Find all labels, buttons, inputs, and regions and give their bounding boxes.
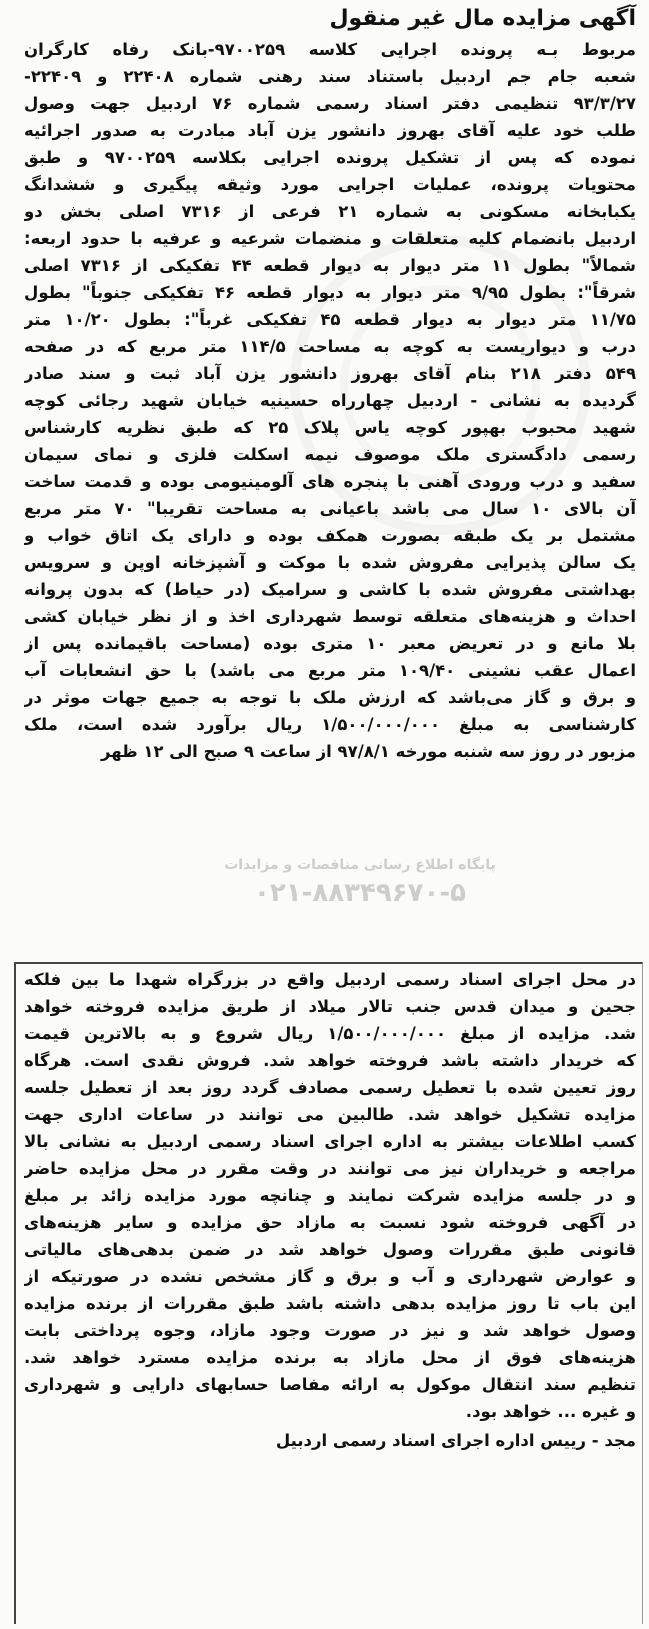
text-line: طلب خود علیه آقای بهروز دانشور یزن آباد مبادرت به صدور اجرائیه (24, 121, 636, 140)
text-line: که خریدار داشته باشد فروخته خواهد شد. فروش نقدی است. هرگاه (24, 1051, 636, 1070)
text-line: احداث و هزینه‌های متعلقه توسط شهرداری اخذ و از نظر خیابان کشی (24, 607, 636, 626)
notice-body-upper (24, 36, 636, 765)
text-line: مراجعه و خریداران نیز می توانند در وقت مقرر در محل مزایده حاضر (24, 1159, 636, 1178)
watermark-phone: ۰۲۱-۸۸۳۴۹۶۷۰-۵ (253, 878, 466, 908)
text-line: اعمال عقب نشینی ۱۰۹/۴۰ متر مربع می باشد) با حق انشعابات آب (24, 661, 636, 680)
text-line: درب و دیواریست به کوچه به مساحت ۱۱۴/۵ متر مربع که در صفحه (24, 337, 636, 356)
text-line: ۹۳/۳/۲۷ تنظیمی دفتر اسناد رسمی شماره ۷۶ اردبیل جهت وصول (24, 94, 636, 113)
notice-block-upper (24, 4, 636, 958)
notice-signature: مجد - رییس اداره اجرای اسناد رسمی اردبیل (275, 1431, 636, 1450)
text-line: یکبابخانه مسکونی به شماره ۲۱ فرعی از ۷۳۱۶ اصلی بخش دو (24, 202, 636, 221)
text-line: کسب اطلاعات بیشتر به اداره اجرای اسناد رسمی اردبیل به نشانی بالا (24, 1132, 636, 1151)
text-line: تنظیم سند انتقال موکول به ارائه مفاصا حسابهای دارایی و شهرداری (24, 1375, 636, 1394)
text-line: ۵۴۹ دفتر ۲۱۸ بنام آقای بهروز دانشور یزن آباد ثبت و سند صادر (24, 364, 636, 383)
text-line: سفید و درب ورودی آهنی با پنجره های آلومینیومی بوده و قدمت ساخت (24, 472, 636, 491)
text-line: هزینه‌های فوق از محل مازاد به برنده مزایده مسترد خواهد شد. (24, 1348, 636, 1367)
text-line: کارشناسی به مبلغ ۱/۵۰۰/۰۰۰/۰۰۰ ریال برآورد شده است، ملک (24, 715, 636, 734)
text-line: آن بالای ۱۰ سال می باشد باعیانی به مساحت تقریبا" ۷۰ متر مربع (24, 499, 636, 518)
text-line: و برق و گاز می‌باشد که ارزش ملک با توجه به جمیع جهات موثر در (24, 688, 636, 707)
text-line: جحین و میدان قدس جنب تالار میلاد از طریق مزایده فروخته خواهد (24, 997, 636, 1016)
text-line: اردبیل بانضمام کلیه متعلقات و منضمات شرعیه و عرفیه با حدود اربعه: (24, 229, 636, 248)
watermark-text: پایگاه اطلاع رسانی مناقصات و مزایدات (224, 857, 496, 873)
text-line: در محل اجرای اسناد رسمی اردبیل واقع در بزرگراه شهدا ما بین فلکه (24, 970, 636, 989)
notice-body-lower (24, 966, 636, 1425)
text-line: و غیره ... خواهد بود. (465, 1402, 636, 1421)
text-line: شهید محبوب بهپور کوچه یاس پلاک ۲۵ که طبق نظریه کارشناس (24, 418, 636, 437)
text-line: بهداشتی مفروش شده با کاشی و سرامیک (در حیاط) که بدون پروانه (24, 580, 636, 599)
text-line: مزبور در روز سه شنبه مورخه ۹۷/۸/۱ از ساعت ۹ صبح الی ۱۲ ظهر (100, 742, 636, 761)
text-line: ۱۱/۷۵ متر دیوار به دیوار قطعه ۴۵ تفکیکی غرباً": بطول ۱۰/۲۰ متر (24, 310, 636, 329)
text-line: در آگهی فروخته شود نسبت به مازاد حق مزایده و سایر هزینه‌های (24, 1213, 636, 1232)
text-line: رسمی دادگستری ملک موصوف نیمه اسکلت فلزی و نمای سیمان (24, 445, 636, 464)
text-line: بلا مانع و در تعریض معبر ۱۰ متری بوده (مساحت باقیمانده پس از (24, 634, 636, 653)
text-line: این باب تا روز مزایده بدهی داشته باشد طبق مقررات از برنده مزایده (24, 1294, 636, 1313)
text-line: شد. مزایده از مبلغ ۱/۵۰۰/۰۰۰/۰۰۰ ریال شروع و به بالاترین قیمت (24, 1024, 636, 1043)
text-line: نموده که پس از تشکیل پرونده اجرایی بکلاسه ۹۷۰۰۲۵۹ و طبق (24, 148, 636, 167)
notice-heading: آگهی مزایده مال غیر منقول (329, 6, 636, 31)
text-line: محتویات پرونده، عملیات اجرایی مورد وثیقه پیگیری و ششدانگ (24, 175, 636, 194)
text-line: مزایده تشکیل خواهد شد. طالبین می توانند در ساعات اداری جهت (24, 1105, 636, 1124)
text-line: و در جلسه مزایده شرکت نمایند و چنانچه مورد مزایده زائد بر مبلغ (24, 1186, 636, 1205)
text-line: شمالاً" بطول ۱۱ متر دیوار به دیوار قطعه ۴۴ تفکیکی از ۷۳۱۶ اصلی (24, 256, 636, 275)
text-line: گردیده به نشانی - اردبیل چهارراه حسینیه خیابان شهید رجائی کوچه (24, 391, 636, 410)
text-line: قانونی طبق مقررات وصول خواهد شد در ضمن بدهی‌های مالیاتی (24, 1240, 636, 1259)
text-line: شرقاً": بطول ۹/۹۵ متر دیوار به دیوار قطعه ۴۶ تفکیکی جنوباً" بطول (24, 283, 636, 302)
text-line: یک سالن پذیرایی مفروش شده با موکت و آشپزخانه اوپن و سرویس (24, 553, 636, 572)
text-line: و عوارض شهرداری و آب و برق و گاز مشخص نشده در صورتیکه از (24, 1267, 636, 1286)
text-line: روز تعیین شده با تعطیل رسمی مصادف گردد روز بعد از تعطیل جلسه (24, 1078, 636, 1097)
text-line: وصول خواهد شد و نیز در صورت وجود مازاد، وجوه پرداختی بابت (24, 1321, 636, 1340)
notice-block-lower (24, 966, 636, 1621)
text-line: مشتمل بر یک طبقه بصورت همکف بوده و دارای یک اتاق خواب و (24, 526, 636, 545)
text-line: مربوط بـه پرونده اجرایی کلاسه ۹۷۰۰۲۵۹-بانک رفاه کارگران (24, 40, 636, 59)
text-line: شعبه جام جم اردبیل باستناد سند رهنی شماره ۲۲۴۰۸ و ۲۲۴۰۹- (24, 67, 636, 86)
